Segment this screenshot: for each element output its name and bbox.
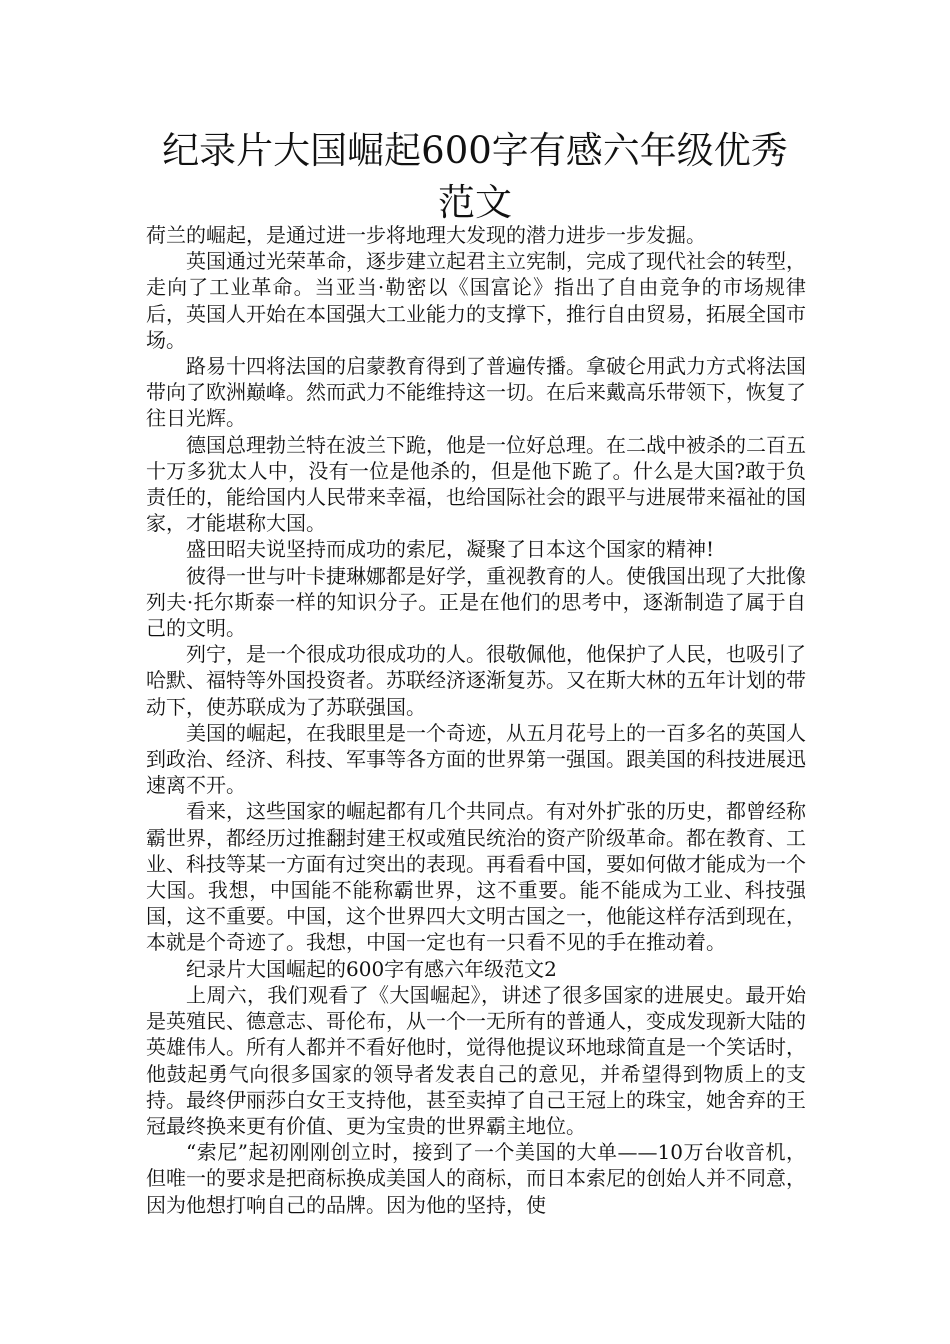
section-heading: 纪录片大国崛起的600字有感六年级范文2	[186, 956, 557, 981]
paragraph: 彼得一世与叶卡捷琳娜都是好学，重视教育的人。使俄国出现了大批像列夫·托尔斯泰一样的知识分子。正是在他们的思考中，逐渐制造了属于自己的文明。	[146, 563, 806, 641]
paragraph: 英国通过光荣革命，逐步建立起君主立宪制，完成了现代社会的转型，走向了工业革命。当亚当·勒密以《国富论》指出了自由竞争的市场规律后，英国人开始在本国强大工业能力的支撑下，推行自由贸易，拓展全国市场。	[146, 249, 806, 352]
paragraph: 列宁，是一个很成功很成功的人。很敬佩他，他保护了人民，也吸引了哈默、福特等外国投资者。苏联经济逐渐复苏。又在斯大林的五年计划的带动下，使苏联成为了苏联强国。	[146, 642, 806, 719]
paragraph: 盛田昭夫说坚持而成功的索尼，凝聚了日本这个国家的精神!	[186, 537, 715, 562]
document-body	[146, 222, 806, 1218]
paragraph: 美国的崛起，在我眼里是一个奇迹，从五月花号上的一百多名的英国人到政治、经济、科技、军事等各方面的世界第一强国。跟美国的科技进展迅速离不开。	[146, 720, 806, 798]
paragraph: “索尼”起初刚刚创立时，接到了一个美国的大单——10万台收音机，但唯一的要求是把商标换成美国人的商标，而日本索尼的创始人并不同意，因为他想打响自己的品牌。因为他的坚持，使	[146, 1140, 806, 1217]
paragraph: 路易十四将法国的启蒙教育得到了普遍传播。拿破仑用武力方式将法国带向了欧洲巅峰。然而武力不能维持这一切。在后来戴高乐带领下，恢复了往日光辉。	[146, 354, 806, 431]
paragraph: 上周六，我们观看了《大国崛起》，讲述了很多国家的进展史。最开始是英殖民、德意志、哥伦布，从一个一无所有的普通人，变成发现新大陆的英雄伟人。所有人都并不看好他时，觉得他提议环地球简直是一个笑话时，他鼓起勇气向很多国家的领导者发表自己的意见，并希望得到物质上的支持。最终伊丽莎白女王支持他，甚至卖掉了自己王冠上的珠宝，她舍弃的王冠最终换来更有价值、更为宝贵的世界霸主地位。	[146, 982, 806, 1138]
paragraph: 看来，这些国家的崛起都有几个共同点。有对外扩张的历史，都曾经称霸世界，都经历过推翻封建王权或殖民统治的资产阶级革命。都在教育、工业、科技等某一方面有过突出的表现。再看看中国，要如何做才能成为一个大国。我想，中国能不能称霸世界，这不重要。能不能成为工业、科技强国，这不重要。中国，这个世界四大文明古国之一，他能这样存活到现在，本就是个奇迹了。我想，中国一定也有一只看不见的手在推动着。	[146, 799, 806, 955]
paragraph: 荷兰的崛起，是通过进一步将地理大发现的潜力进步一步发掘。	[146, 223, 706, 247]
paragraph: 德国总理勃兰特在波兰下跪，他是一位好总理。在二战中被杀的二百五十万多犹太人中，没有一位是他杀的，但是他下跪了。什么是大国?敢于负责任的，能给国内人民带来幸福，也给国际社会的跟平与进展带来福祉的国家，才能堪称大国。	[146, 432, 806, 536]
document-title: 纪录片大国崛起600字有感六年级优秀范文	[162, 129, 788, 224]
